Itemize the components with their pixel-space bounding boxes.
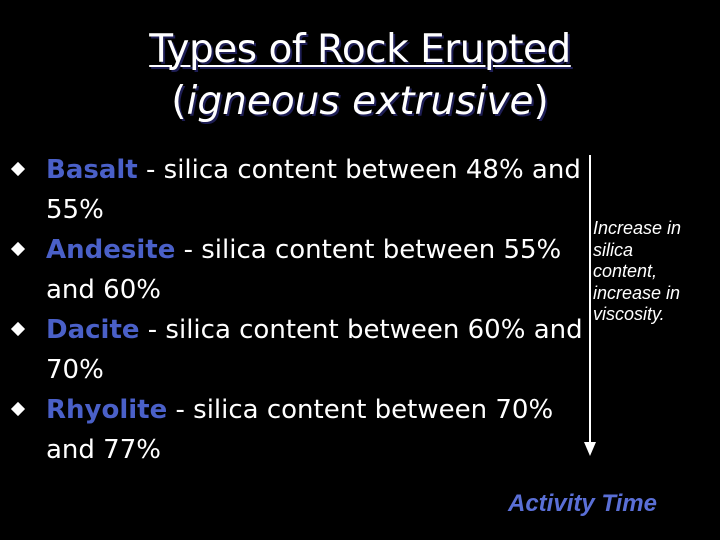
viscosity-note	[593, 218, 719, 326]
note-line: Increase in	[593, 218, 682, 238]
rock-name: Basalt	[46, 155, 138, 185]
diamond-bullet-icon	[10, 321, 26, 337]
rock-description: - silica content between 55% and 60%	[46, 235, 562, 305]
slide-title: Types of Rock Erupted	[149, 27, 571, 72]
note-line: content,	[593, 261, 658, 281]
rock-name: Rhyolite	[46, 395, 168, 425]
note-line: viscosity.	[593, 304, 665, 324]
note-line: increase in	[593, 282, 681, 303]
subtitle-close-paren: )	[533, 79, 549, 124]
diamond-bullet-icon	[10, 161, 26, 177]
rock-type-list	[46, 150, 586, 470]
note-line: silica	[593, 239, 634, 260]
rock-description: - silica content between 70% and 77%	[46, 395, 554, 465]
subtitle-italic-text: igneous extrusive	[186, 79, 534, 124]
subtitle-open-paren: (	[171, 79, 187, 124]
list-item-basalt	[46, 150, 586, 230]
rock-name: Andesite	[46, 235, 176, 265]
rock-description: - silica content between 48% and 55%	[46, 155, 581, 225]
list-item-rhyolite	[46, 390, 586, 470]
rock-name: Dacite	[46, 315, 140, 345]
diamond-bullet-icon	[10, 401, 26, 417]
slide-subtitle	[0, 78, 720, 126]
list-item-dacite	[46, 310, 586, 390]
list-item-andesite	[46, 230, 586, 310]
activity-time-label: Activity Time	[508, 490, 657, 517]
diamond-bullet-icon	[10, 241, 26, 257]
rock-description: - silica content between 60% and 70%	[46, 315, 583, 385]
